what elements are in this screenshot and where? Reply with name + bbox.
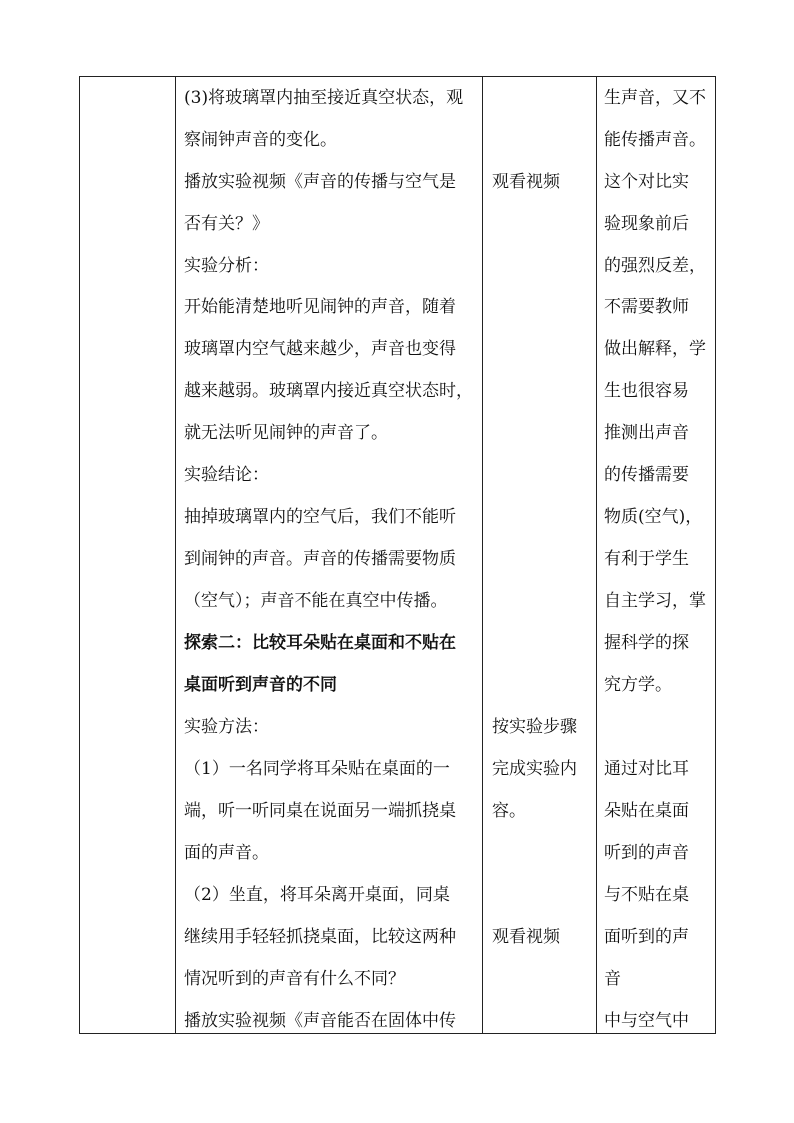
intent-line: 验现象前后	[604, 214, 689, 234]
intent-line: 自主学习，掌	[604, 591, 706, 611]
process-line: (3)将玻璃罩内抽至接近真空状态，观	[184, 88, 464, 108]
student-activity-text: 观看视频	[492, 172, 560, 192]
intent-line: 生声音，又不	[604, 88, 706, 108]
process-line: 玻璃罩内空气越来越少，声音也变得	[184, 339, 456, 359]
intent-line: 朵贴在桌面	[604, 801, 689, 821]
section-heading: 探索二：比较耳朵贴在桌面和不贴在	[184, 633, 456, 653]
intent-line: 这个对比实	[604, 172, 689, 192]
intent-line: 握科学的探	[604, 633, 689, 653]
lesson-table	[79, 76, 716, 1034]
process-line: （2）坐直，将耳朵离开桌面，同桌	[184, 885, 450, 905]
intent-line: 物质(空气)，	[604, 507, 703, 527]
intent-line: 通过对比耳	[604, 759, 689, 779]
process-line: 继续用手轻轻抓挠桌面，比较这两种	[184, 927, 456, 947]
process-line: 开始能清楚地听见闹钟的声音，随着	[184, 297, 456, 317]
intent-line: 的传播需要	[604, 465, 689, 485]
intent-line: 与不贴在桌	[604, 885, 689, 905]
student-activity-text: 容。	[492, 801, 526, 821]
intent-line: 的强烈反差，	[604, 256, 706, 276]
process-line: 播放实验视频《声音能否在固体中传	[184, 1011, 456, 1031]
process-line: 情况听到的声音有什么不同？	[184, 969, 405, 989]
intent-line: 有利于学生	[604, 549, 689, 569]
process-line: 察闹钟声音的变化。	[184, 130, 337, 150]
intent-line: 究方学。	[604, 675, 672, 695]
process-line: 就无法听见闹钟的声音了。	[184, 423, 388, 443]
process-line: 面的声音。	[184, 843, 269, 863]
intent-line: 推测出声音	[604, 423, 689, 443]
process-line: 抽掉玻璃罩内的空气后，我们不能听	[184, 507, 456, 527]
process-line: 到闹钟的声音。声音的传播需要物质	[184, 549, 456, 569]
process-line: 实验结论：	[184, 465, 269, 485]
intent-line: 不需要教师	[604, 297, 689, 317]
intent-line: 听到的声音	[604, 843, 689, 863]
column-divider	[596, 77, 597, 1033]
process-line: 否有关？》	[184, 214, 269, 234]
column-divider	[482, 77, 483, 1033]
process-line: 端，听一听同桌在说面另一端抓挠桌	[184, 801, 456, 821]
student-activity-text: 按实验步骤	[492, 717, 577, 737]
intent-line: 面听到的声	[604, 927, 689, 947]
intent-line: 生也很容易	[604, 381, 689, 401]
intent-line: 中与空气中	[604, 1011, 689, 1031]
column-divider	[175, 77, 176, 1033]
intent-line: 做出解释，学	[604, 339, 706, 359]
section-heading: 桌面听到声音的不同	[184, 675, 337, 695]
student-activity-text: 观看视频	[492, 927, 560, 947]
process-line: 越来越弱。玻璃罩内接近真空状态时，	[184, 381, 473, 401]
process-line: 实验方法：	[184, 717, 269, 737]
process-line: 播放实验视频《声音的传播与空气是	[184, 172, 456, 192]
student-activity-text: 完成实验内	[492, 759, 577, 779]
intent-line: 能传播声音。	[604, 130, 706, 150]
process-line: 实验分析：	[184, 256, 269, 276]
process-line: （1）一名同学将耳朵贴在桌面的一	[184, 759, 450, 779]
intent-line: 音	[604, 969, 621, 989]
process-line: （空气）；声音不能在真空中传播。	[184, 591, 448, 611]
